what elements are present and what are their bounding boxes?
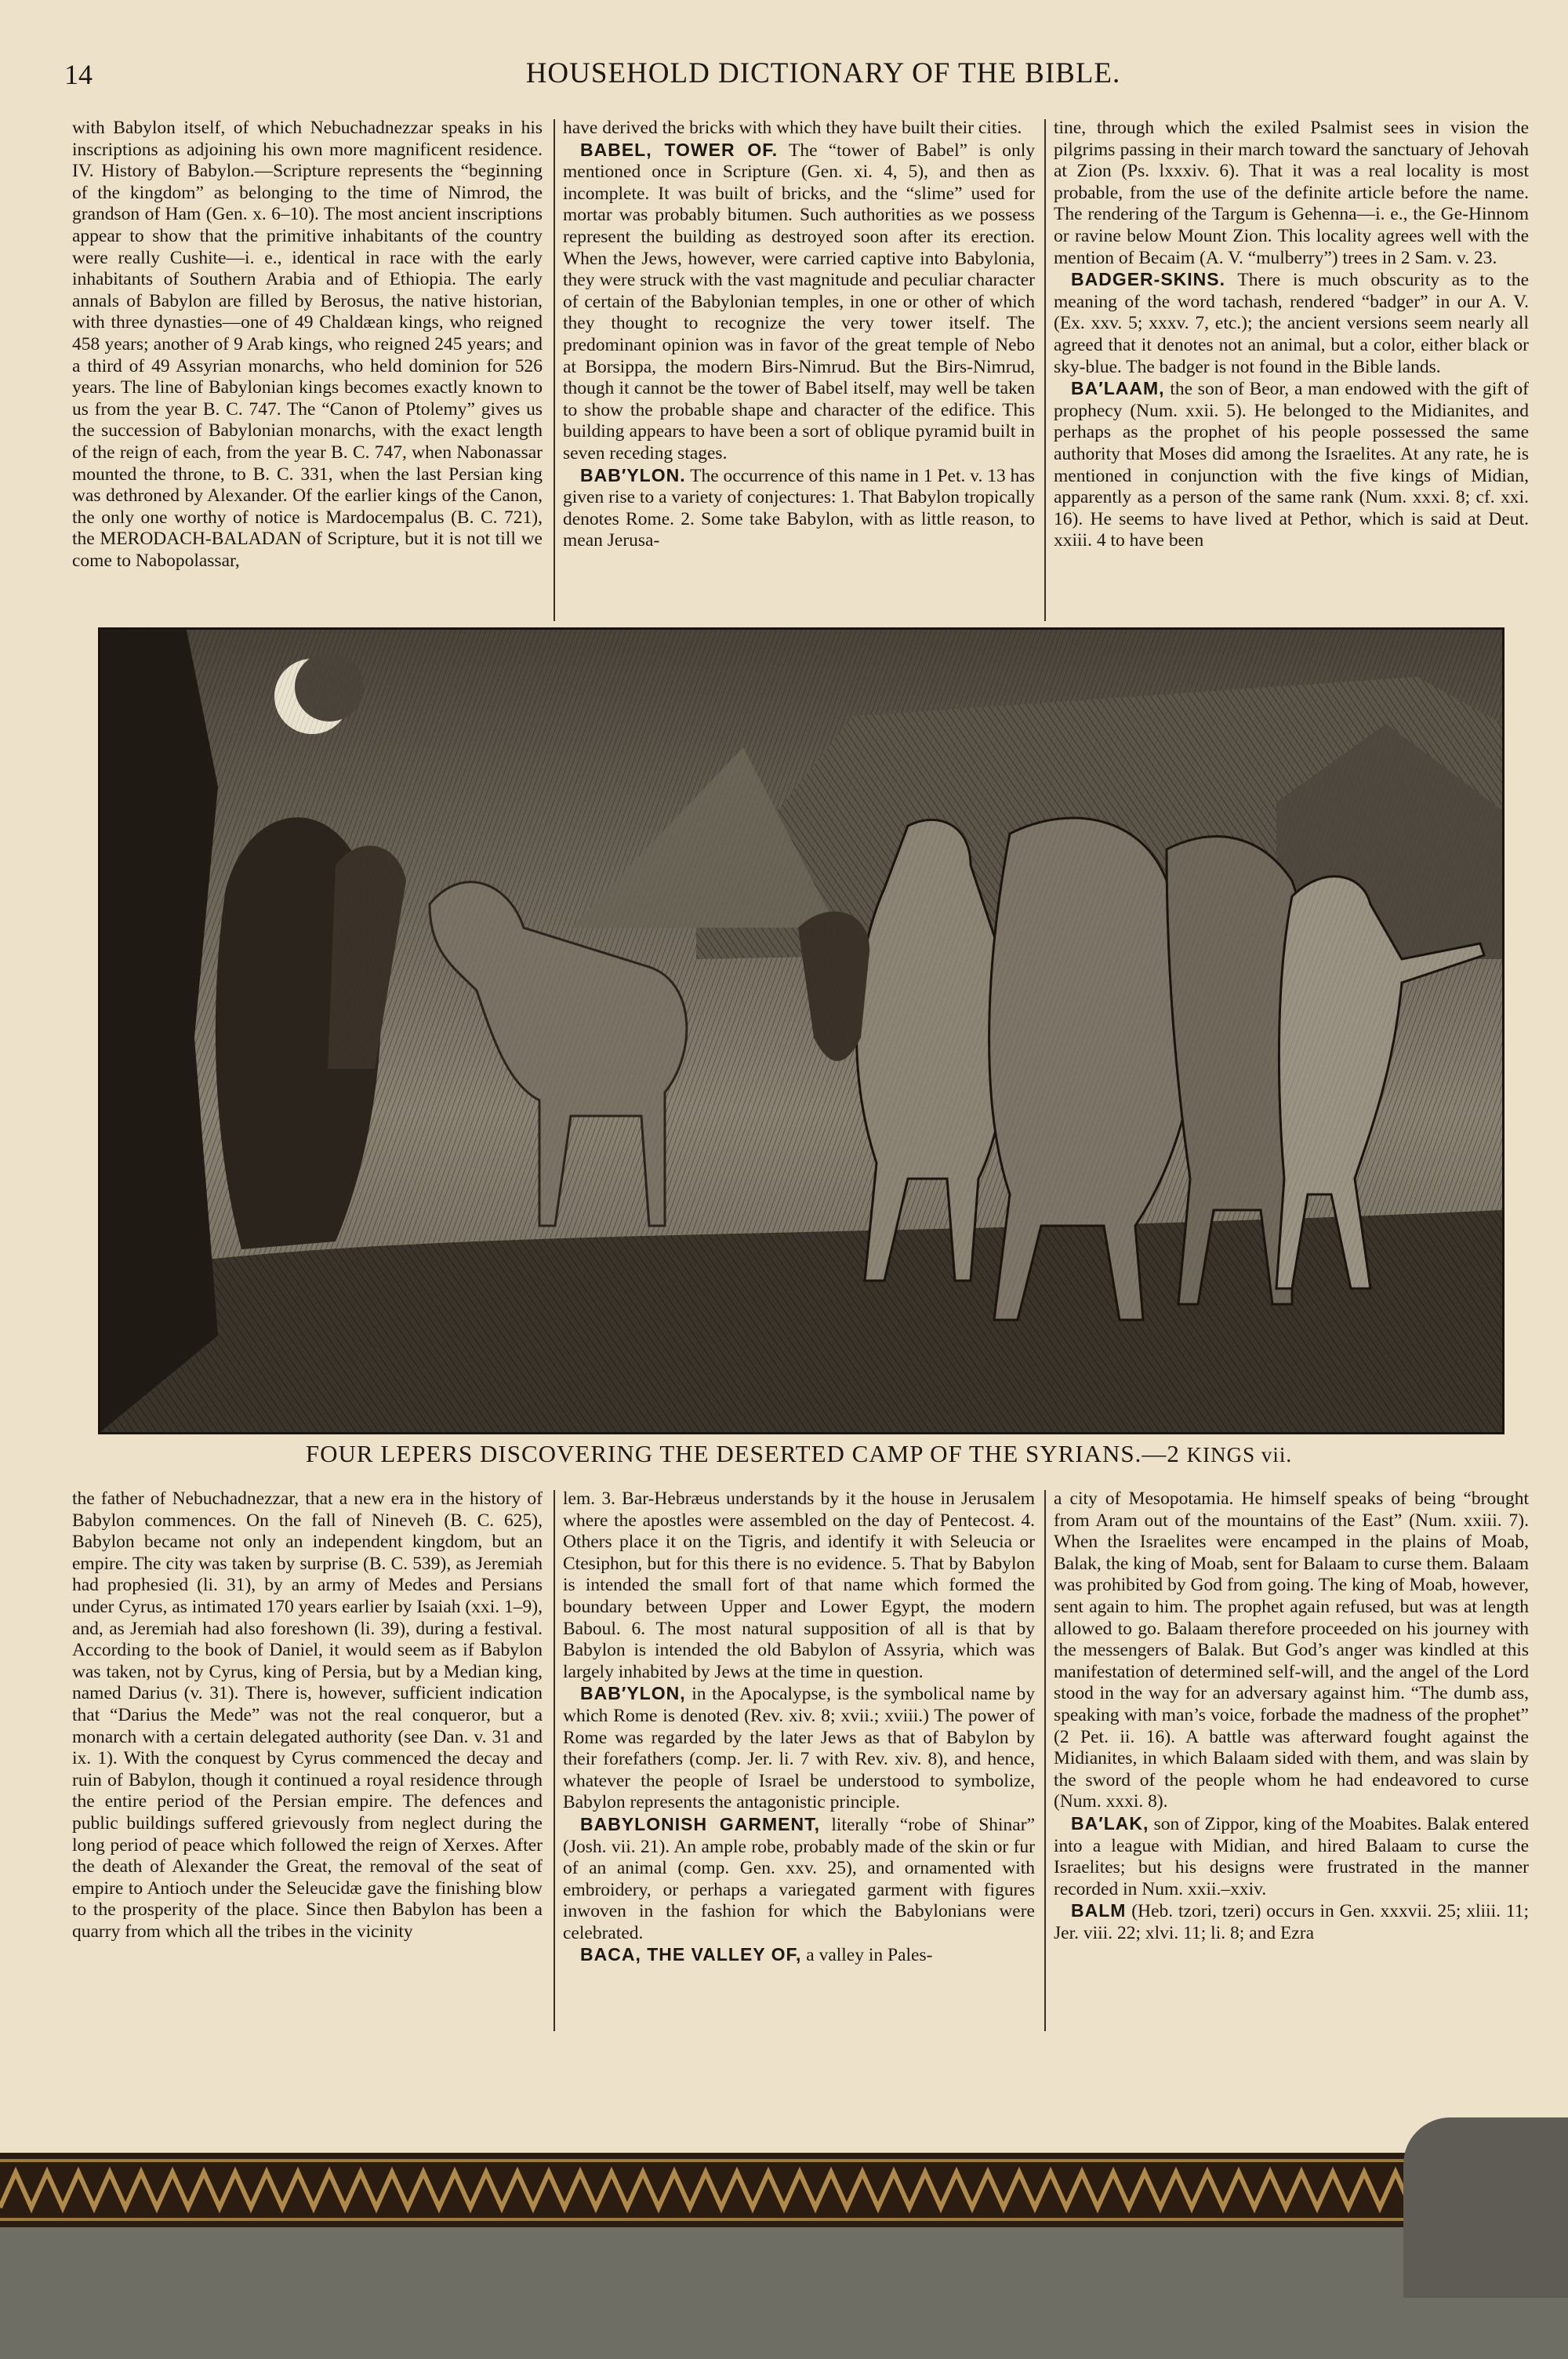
paragraph: have derived the bricks with which they have built their cities.: [563, 118, 1022, 138]
headword: BABYLONISH GARMENT,: [580, 1813, 821, 1834]
engraving-illustration: [98, 627, 1504, 1434]
entry-balm: [1054, 1900, 1529, 1944]
headword: BA′LAK,: [1071, 1812, 1149, 1834]
top-column-3: [1054, 118, 1529, 620]
binding-border: [0, 2153, 1568, 2227]
entry-babylonish-garment: [563, 1814, 1035, 1945]
entry-text: son of Zippor, king of the Moabites. Balak entered into a league with Midian, and hired Balaam to curse the Israelites; but his designs were frustrated in the manner recorded in Num. xxii.–xxiv.: [1054, 1813, 1529, 1899]
entry-babel: [563, 140, 1035, 465]
entry-baca: [563, 1944, 1035, 1967]
illustration-caption: [98, 1440, 1500, 1468]
caption-main: FOUR LEPERS DISCOVERING THE DESERTED CAMP OF THE SYRIANS.—2: [305, 1440, 1187, 1467]
headword: BAB′YLON,: [580, 1683, 686, 1704]
headword: BACA, THE VALLEY OF,: [580, 1944, 802, 1965]
headword: BA′LAAM,: [1071, 378, 1165, 399]
entry-text: literally “robe of Shinar” (Josh. vii. 21). An ample robe, probably made of the skin or fur of an animal (comp. Gen. xxv. 25), and ornamented with embroidery, or perhaps a variegated garment with figures inwoven in the fashion for which the Babylonians were celebrated.: [563, 1814, 1035, 1943]
entry-text: (Heb. tzori, tzeri) occurs in Gen. xxxvii. 25; xliii. 11; Jer. viii. 22; xlvi. 11; li. 8; and Ezra: [1054, 1901, 1529, 1943]
entry-text: the son of Beor, a man endowed with the gift of prophecy (Num. xxii. 5). He belonged to the Midianites, and perhaps as the prophet of his people possessed the same authority that Moses did among the Israelites. At any rate, he is mentioned in conjunction with the five kings of Midian, apparently as a person of the same rank (Num. xxxi. 8; cf. xxi. 16). He seems to have lived at Pethor, which is said at Deut. xxiii. 4 to have been: [1054, 379, 1529, 551]
background-surface: [0, 2227, 1568, 2359]
bottom-column-2: [563, 1488, 1035, 2037]
column-rule: [1044, 119, 1046, 621]
bottom-column-3: [1054, 1488, 1529, 2037]
caption-reference: KINGS vii.: [1186, 1443, 1293, 1467]
page-number: 14: [64, 59, 93, 90]
running-head: HOUSEHOLD DICTIONARY OF THE BIBLE.: [525, 57, 1121, 89]
entry-badger-skins: [1054, 269, 1529, 378]
column-rule: [1044, 1490, 1046, 2031]
entry-text: The “tower of Babel” is only mentioned once in Scripture (Gen. xi. 4, 5), and then as incomplete. It was built of bricks, and the “slime” used for mortar was probably bitumen. Such authorities as we possess represent the building as destroyed soon after its erection. When the Jews, however, were carried captive into Babylonia, they were struck with the vast magnitude and peculiar character of certain of the Babylonian temples, in one or other of which they thought to recognize the very tower itself. The predominant opinion was in favor of the great temple of Nebo at Borsippa, the modern Birs-Nimrud. But the Birs-Nimrud, though it cannot be the tower of Babel itself, may well be taken to show the probable shape and character of the edifice. This building appears to have been a sort of oblique pyramid built in seven receding stages.: [563, 140, 1035, 463]
top-column-1: [72, 118, 543, 620]
paragraph: lem. 3. Bar-Hebræus understands by it the house in Jerusalem where the apostles were assembled on the day of Pentecost. 4. Others place it on the Tigris, and identify it with Seleucia or Ctesiphon, but for this there is no evidence. 5. That by Babylon is intended the small fort of that name which formed the boundary between Upper and Lower Egypt, the modern Baboul. 6. The most natural supposition of all is that by Babylon is intended the old Babylon of Assyria, which was largely inhabited by Jews at the time in question.: [563, 1488, 1035, 1682]
torn-corner: [1403, 2117, 1568, 2298]
column-rule: [554, 1490, 555, 2031]
column-rule: [554, 119, 555, 621]
headword: BALM: [1071, 1900, 1127, 1921]
entry-text: a valley in Pales-: [801, 1945, 933, 1966]
entry-text: The occurrence of this name in 1 Pet. v. 13 has given rise to a variety of conjectures: 1. That Babylon tropically denotes Rome. 2. Some take Babylon, with as little reason, to mean Jerusa-: [563, 465, 1035, 551]
zigzag-pattern: [0, 2153, 1568, 2227]
headword: BABEL, TOWER OF.: [580, 139, 779, 160]
entry-balaam: [1054, 378, 1529, 552]
paragraph: the father of Nebuchadnezzar, that a new era in the history of Babylon commences. On the fall of Nineveh (B. C. 625), Babylon became not only an independent kingdom, but an empire. The city was taken by surprise (B. C. 539), as Jeremiah had prophesied (li. 31), by an army of Medes and Persians under Cyrus, as intimated 170 years earlier by Isaiah (xxi. 1–9), and, as Jeremiah had also foreshown (li. 39), during a festival. According to the book of Daniel, it would seem as if Babylon was taken, not by Cyrus, king of Persia, but by a Median king, named Darius (v. 31). There is, however, sufficient indication that “Darius the Mede” was not the real conqueror, but a monarch with a certain delegated authority (see Dan. v. 31 and ix. 1). With the conquest by Cyrus commenced the decay and ruin of Babylon, though it continued a royal residence through the entire period of the Persian empire. The defences and public buildings suffered grievously from neglect during the long period of peace which followed the reign of Xerxes. After the death of Alexander the Great, the removal of the seat of empire to Antioch under the Seleucidæ gave the finishing blow to the prosperity of the place. Since then Babylon has been a quarry from which all the tribes in the vicinity: [72, 1488, 543, 1942]
entry-babylon: [563, 465, 1035, 552]
paragraph: tine, through which the exiled Psalmist sees in vision the pilgrims passing in their march toward the sanctuary of Jehovah at Zion (Ps. lxxxiv. 6). That it was a real locality is most probable, from the use of the definite article before the name. The rendering of the Targum is Gehenna—i. e., the Ge-Hinnom or ravine below Mount Zion. This locality agrees well with the mention of Becaim (A. V. “mulberry”) trees in 2 Sam. v. 23.: [1054, 118, 1529, 268]
bottom-column-1: [72, 1488, 543, 2037]
entry-text: There is much obscurity as to the meaning of the word tachash, rendered “badger” in our A. V. (Ex. xxv. 5; xxxv. 7, etc.); the ancient versions seem nearly all agreed that it denotes not an animal, but a color, either black or sky-blue. The badger is not found in the Bible lands.: [1054, 270, 1529, 377]
headword: BAB′YLON.: [580, 464, 686, 485]
paragraph: a city of Mesopotamia. He himself speaks of being “brought from Aram out of the mountains of the East” (Num. xxiii. 7). When the Israelites were encamped in the plains of Moab, Balak, the king of Moab, sent for Balaam to curse them. Balaam was prohibited by God from going. The king of Moab, however, sent again to him. The prophet again refused, but was at length allowed to go. Balaam therefore proceeded on his journey with the messengers of Balak. But God’s anger was kindled at this manifestation of determined self-will, and the angel of the Lord stood in the way for an adversary against him. “The dumb ass, speaking with man’s voice, forbade the madness of the prophet” (2 Pet. ii. 16). A battle was afterward fought against the Midianites, in which Balaam sided with them, and was slain by the sword of the people whom he had endeavored to curse (Num. xxxi. 8).: [1054, 1488, 1529, 1812]
engraving-scene: [100, 630, 1502, 1432]
entry-babylon-apocalypse: [563, 1683, 1035, 1814]
entry-text: in the Apocalypse, is the symbolical name by which Rome is denoted (Rev. xiv. 8; xvii.; xviii.) The power of Rome was regarded by the later Jews as that of Babylon by their forefathers (comp. Jer. li. 7 with Rev. xiv. 8), and hence, whatever the people of Israel be understood to symbolize, Babylon represents the antagonistic principle.: [563, 1684, 1035, 1813]
paragraph: with Babylon itself, of which Nebuchadnezzar speaks in his inscriptions as adjoining his own more magnificent residence. IV. History of Babylon.—Scripture represents the “beginning of the kingdom” as belonging to the time of Nimrod, the grandson of Ham (Gen. x. 6–10). The most ancient inscriptions appear to show that the primitive inhabitants of the country were really Cushite—i. e., identical in race with the early inhabitants of Southern Arabia and of Ethiopia. The early annals of Babylon are filled by Berosus, the native historian, with three dynasties—one of 49 Chaldæan kings, who reigned 458 years; another of 9 Arab kings, who reigned 245 years; and a third of 49 Assyrian monarchs, who held dominion for 526 years. The line of Babylonian kings becomes exactly known to us from the year B. C. 747. The “Canon of Ptolemy” gives us the succession of Babylonian monarchs, with the exact length of the reign of each, from the year B. C. 747, when Nabonassar mounted the throne, to B. C. 331, when the last Persian king was dethroned by Alexander. Of the earlier kings of the Canon, the only one worthy of notice is Mardocempalus (B. C. 721), the MERODACH-BALADAN of Scripture, but it is not till we come to Nabopolassar,: [72, 118, 543, 571]
entry-balak: [1054, 1813, 1529, 1900]
headword: BADGER-SKINS.: [1071, 269, 1226, 290]
top-column-2: [563, 118, 1035, 620]
